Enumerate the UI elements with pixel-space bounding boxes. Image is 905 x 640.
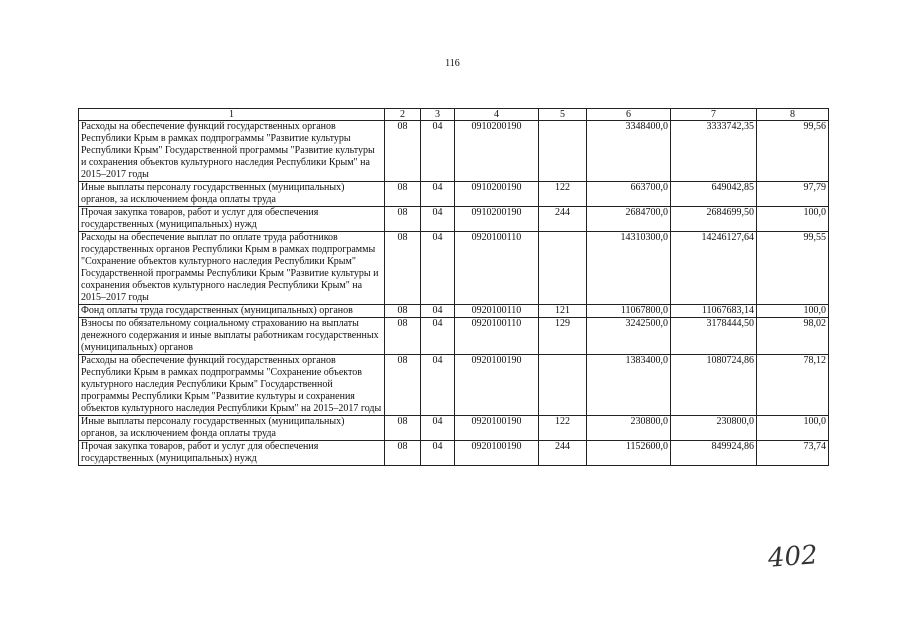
target-article-code: 0920100190 — [455, 416, 539, 441]
subsection-code: 04 — [421, 441, 455, 466]
expense-type-code — [539, 355, 587, 416]
planned-amount: 2684700,0 — [587, 207, 671, 232]
executed-amount: 14246127,64 — [671, 232, 757, 305]
execution-percent: 100,0 — [757, 416, 829, 441]
subsection-code: 04 — [421, 232, 455, 305]
row-description: Иные выплаты персоналу государственных (муниципальных) органов, за исключением фонда оплаты труда — [79, 416, 385, 441]
table-row — [79, 121, 829, 182]
execution-percent: 78,12 — [757, 355, 829, 416]
target-article-code: 0920100190 — [455, 441, 539, 466]
target-article-code: 0920100190 — [455, 355, 539, 416]
execution-percent: 98,02 — [757, 318, 829, 355]
planned-amount: 3348400,0 — [587, 121, 671, 182]
table-row — [79, 182, 829, 207]
table-row — [79, 232, 829, 305]
row-description: Фонд оплаты труда государственных (муниципальных) органов — [79, 305, 385, 318]
execution-percent: 99,56 — [757, 121, 829, 182]
row-description: Взносы по обязательному социальному страхованию на выплаты денежного содержания и иные выплаты работникам государственных (муниципальных) органов — [79, 318, 385, 355]
subsection-code: 04 — [421, 182, 455, 207]
expense-type-code: 122 — [539, 182, 587, 207]
section-code: 08 — [385, 305, 421, 318]
section-code: 08 — [385, 441, 421, 466]
subsection-code: 04 — [421, 318, 455, 355]
row-description: Прочая закупка товаров, работ и услуг для обеспечения государственных (муниципальных) нужд — [79, 207, 385, 232]
col-header-4: 4 — [455, 109, 539, 121]
col-header-8: 8 — [757, 109, 829, 121]
table-row — [79, 305, 829, 318]
col-header-1: 1 — [79, 109, 385, 121]
row-description: Расходы на обеспечение выплат по оплате труда работников государственных органов Республики Крым в рамках подпрограммы "Сохранение объектов культурного наследия Республики Крым" Государственной программы Республики Крым "Развитие культуры и сохранения объектов культурного наследия Республики Крым" на 2015–2017 годы — [79, 232, 385, 305]
handwritten-page-number: 402 — [767, 540, 819, 574]
planned-amount: 11067800,0 — [587, 305, 671, 318]
header-row — [79, 109, 829, 121]
table-row — [79, 416, 829, 441]
section-code: 08 — [385, 232, 421, 305]
section-code: 08 — [385, 182, 421, 207]
section-code: 08 — [385, 318, 421, 355]
executed-amount: 11067683,14 — [671, 305, 757, 318]
execution-percent: 97,79 — [757, 182, 829, 207]
section-code: 08 — [385, 355, 421, 416]
page-number: 116 — [445, 58, 460, 69]
expense-type-code: 244 — [539, 207, 587, 232]
execution-percent: 99,55 — [757, 232, 829, 305]
executed-amount: 849924,86 — [671, 441, 757, 466]
planned-amount: 663700,0 — [587, 182, 671, 207]
table-row — [79, 318, 829, 355]
target-article-code: 0920100110 — [455, 318, 539, 355]
col-header-2: 2 — [385, 109, 421, 121]
executed-amount: 3178444,50 — [671, 318, 757, 355]
target-article-code: 0910200190 — [455, 207, 539, 232]
row-description: Иные выплаты персоналу государственных (муниципальных) органов, за исключением фонда оплаты труда — [79, 182, 385, 207]
target-article-code: 0920100110 — [455, 305, 539, 318]
section-code: 08 — [385, 416, 421, 441]
planned-amount: 3242500,0 — [587, 318, 671, 355]
expense-type-code — [539, 121, 587, 182]
execution-percent: 73,74 — [757, 441, 829, 466]
table-row — [79, 355, 829, 416]
executed-amount: 649042,85 — [671, 182, 757, 207]
col-header-5: 5 — [539, 109, 587, 121]
col-header-3: 3 — [421, 109, 455, 121]
planned-amount: 14310300,0 — [587, 232, 671, 305]
table-row — [79, 207, 829, 232]
executed-amount: 230800,0 — [671, 416, 757, 441]
subsection-code: 04 — [421, 121, 455, 182]
subsection-code: 04 — [421, 416, 455, 441]
col-header-6: 6 — [587, 109, 671, 121]
table-row — [79, 441, 829, 466]
target-article-code: 0920100110 — [455, 232, 539, 305]
expense-type-code: 121 — [539, 305, 587, 318]
subsection-code: 04 — [421, 355, 455, 416]
executed-amount: 3333742,35 — [671, 121, 757, 182]
expense-type-code: 129 — [539, 318, 587, 355]
row-description: Расходы на обеспечение функций государственных органов Республики Крым в рамках подпрограммы "Развитие культуры Республики Крым" Государственной программы "Развитие культуры и сохранения объектов культурного наследия Республики Крым" на 2015–2017 годы — [79, 121, 385, 182]
target-article-code: 0910200190 — [455, 182, 539, 207]
target-article-code: 0910200190 — [455, 121, 539, 182]
section-code: 08 — [385, 207, 421, 232]
expense-type-code — [539, 232, 587, 305]
subsection-code: 04 — [421, 305, 455, 318]
section-code: 08 — [385, 121, 421, 182]
expense-type-code: 122 — [539, 416, 587, 441]
expense-type-code: 244 — [539, 441, 587, 466]
row-description: Прочая закупка товаров, работ и услуг для обеспечения государственных (муниципальных) нужд — [79, 441, 385, 466]
executed-amount: 2684699,50 — [671, 207, 757, 232]
execution-percent: 100,0 — [757, 207, 829, 232]
col-header-7: 7 — [671, 109, 757, 121]
budget-table — [78, 108, 829, 466]
subsection-code: 04 — [421, 207, 455, 232]
planned-amount: 1383400,0 — [587, 355, 671, 416]
planned-amount: 1152600,0 — [587, 441, 671, 466]
planned-amount: 230800,0 — [587, 416, 671, 441]
row-description: Расходы на обеспечение функций государственных органов Республики Крым в рамках подпрограммы "Сохранение объектов культурного наследия Республики Крым" Государственной программы Республики Крым "Развитие культуры и сохранения объектов культурного наследия Республики Крым" на 2015–2017 годы — [79, 355, 385, 416]
executed-amount: 1080724,86 — [671, 355, 757, 416]
execution-percent: 100,0 — [757, 305, 829, 318]
